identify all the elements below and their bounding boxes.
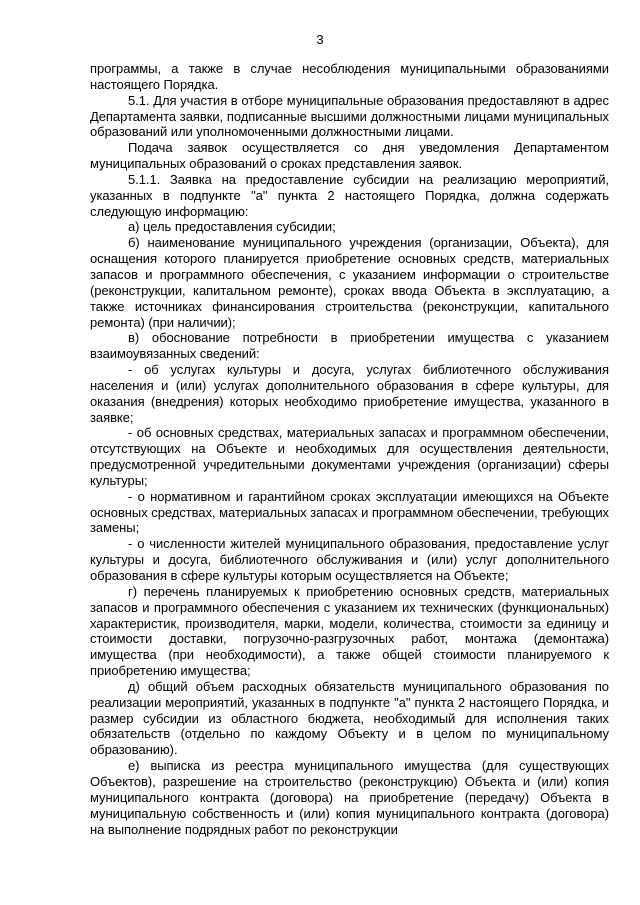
sub-list-item: - о численности жителей муниципального образования, предоставление услуг культуры и досуга, библиотечного обслуживания и (или) услуг дополнительного образования в сфере культуры которым осуществляется на Объекте;	[90, 536, 609, 583]
list-item: в) обоснование потребности в приобретении имущества с указанием взаимоувязанных сведений:	[90, 330, 609, 362]
sub-list-item: - о нормативном и гарантийном сроках эксплуатации имеющихся на Объекте основных средствах, материальных запасах и программном обеспечении, требующих замены;	[90, 488, 609, 536]
list-item: б) наименование муниципального учреждения (организации, Объекта), для оснащения которого планируется приобретение основных средств, материальных запасов и программного обеспечения, с указанием информации о строительстве (реконструкции, капитальном ремонте), сроках ввода Объекта в эксплуатацию, а также источниках финансирования строительства (реконструкции, капитального ремонта) (при наличии);	[90, 235, 609, 330]
list-item: а) цель предоставления субсидии;	[128, 219, 336, 235]
sub-list-item: - об услугах культуры и досуга, услугах библиотечного обслуживания населения и (или) услугах дополнительного образования в сфере культуры, для оказания (внедрения) которых необходимо приобретение имущества, указанного в заявке;	[90, 362, 609, 425]
paragraph: 5.1. Для участия в отборе муниципальные образования предоставляют в адрес Департамента заявки, подписанные высшими должностными лицами муниципальных образований или уполномоченными должностными лицами.	[90, 92, 609, 140]
list-item: е) выписка из реестра муниципального имущества (для существующих Объектов), разрешение на строительство (реконструкцию) Объекта и (или) копия муниципального контракта (договора) на приобретение (передачу) Объекта в муниципальную собственность и (или) копия муниципального контракта (договора) на выполнение подрядных работ по реконструкции	[90, 758, 609, 837]
list-item: д) общий объем расходных обязательств муниципального образования по реализации мероприятий, указанных в подпункте "а" пункта 2 настоящего Порядка, и размер субсидии из областного бюджета, необходимый для исполнения таких обязательств (отдельно по каждому Объекту и в целом по муниципальному образованию).	[90, 678, 609, 758]
list-item: г) перечень планируемых к приобретению основных средств, материальных запасов и программного обеспечения с указанием их технических (функциональных) характеристик, производителя, марки, модели, количества, стоимости за единицу и стоимости доставки, погрузочно-разгрузочных работ, монтажа (демонтажа) имущества (при необходимости), а также общей стоимости планируемого к приобретению имущества;	[90, 583, 609, 679]
paragraph: Подача заявок осуществляется со дня уведомления Департаментом муниципальных образований о сроках представления заявок.	[90, 140, 609, 172]
sub-list-item: - об основных средствах, материальных запасах и программном обеспечении, отсутствующих на Объекте и необходимых для осуществления деятельности, предусмотренной учредительными документами учреждения (организации) сферы культуры;	[90, 425, 609, 488]
paragraph: программы, а также в случае несоблюдения муниципальными образованиями настоящего Порядка.	[90, 61, 609, 92]
document-body	[90, 61, 609, 837]
page-number: 3	[316, 32, 324, 47]
paragraph: 5.1.1. Заявка на предоставление субсидии на реализацию мероприятий, указанных в подпункте "а" пункта 2 настоящего Порядка, должна содержать следующую информацию:	[90, 171, 609, 219]
